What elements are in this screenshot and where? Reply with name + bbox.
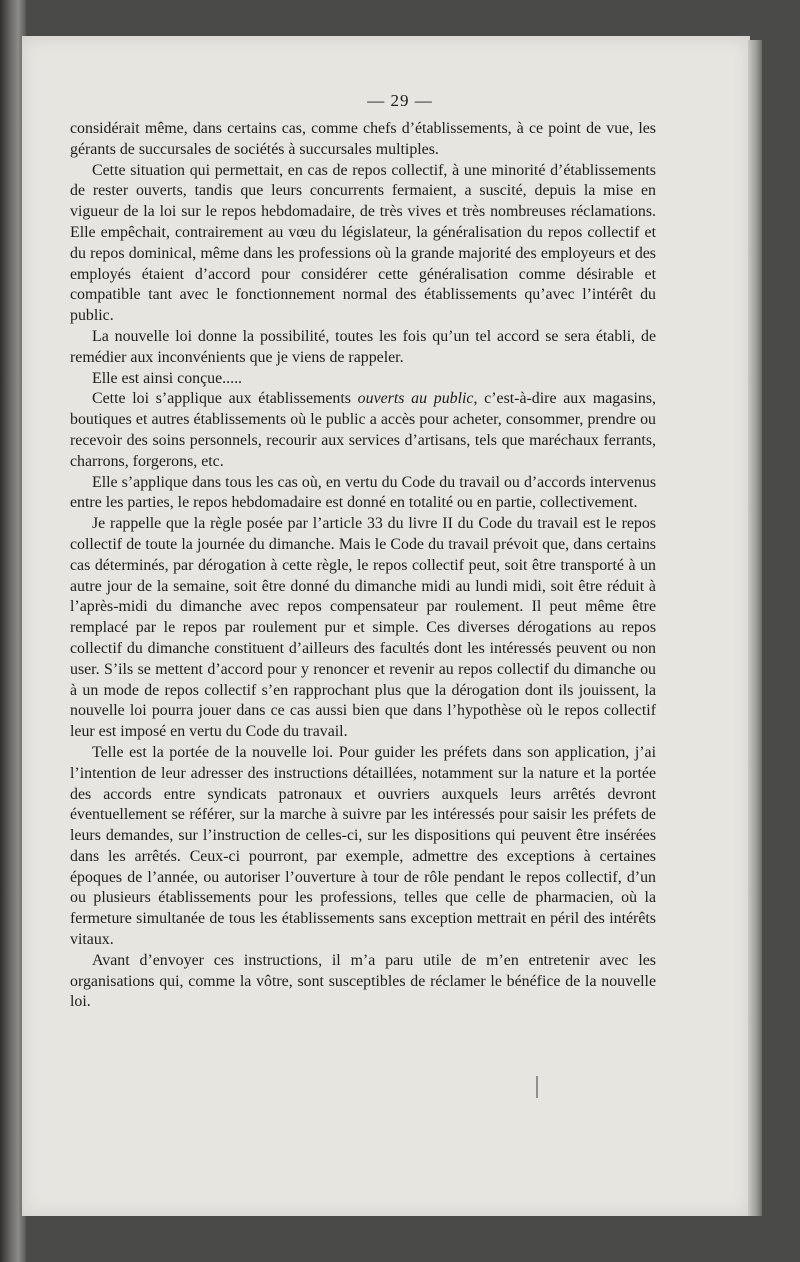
paragraph: considérait même, dans certains cas, comme chefs d’établissements, à ce point de vue, les gérants de succursales de sociétés à succursales multiples.: [70, 120, 656, 158]
paragraph-text: Cette loi s’applique aux établissements: [92, 390, 358, 408]
paragraph: Telle est la portée de la nouvelle loi. Pour guider les préfets dans son application, j’ai l’intention de leur adresser des instructions détaillées, notamment sur la nature et la portée des accords entre syndicats patronaux et ouvriers auxquels leurs arrêtés devront éventuellement se référer, sur la marche à suivre par les intéressés pour saisir les préfets de leurs demandes, sur l’instruction de celles-ci, sur les dispositions qui peuvent être insérées dans les arrêtés. Ceux-ci pourront, par exemple, admettre des exceptions à certaines époques de l’année, ou autoriser l’ouverture à tour de rôle pendant le repos collectif, d’un ou plusieurs établissements pour les professions, telles que celle de pharmacien, où la fermeture simultanée de tous les établissements sans exception mettrait en péril des intérêts vitaux.: [70, 743, 656, 949]
paragraph: Elle s’applique dans tous les cas où, en vertu du Code du travail ou d’accords intervenus entre les parties, le repos hebdomadaire est donné en totalité ou en partie, collectivement.: [70, 473, 656, 512]
paragraph: Avant d’envoyer ces instructions, il m’a paru utile de m’en entretenir avec les organisations qui, comme la vôtre, sont susceptibles de réclamer le bénéfice de la nouvelle loi.: [70, 951, 656, 1011]
paragraph: Cette situation qui permettait, en cas de repos collectif, à une minorité d’établissements de rester ouverts, tandis que leurs concurrents fermaient, a suscité, depuis la mise en vigueur de la loi sur le repos hebdomadaire, de très vives et très nombreuses réclamations. Elle empêchait, contrairement au vœu du législateur, la généralisation du repos collectif et du repos dominical, même dans les professions où la grande majorité des employeurs et des employés étaient d’accord pour considérer cette généralisation comme désirable et compatible tant avec le fonctionnement normal des établissements qu’avec l’intérêt du public.: [70, 161, 656, 325]
paragraph: La nouvelle loi donne la possibilité, toutes les fois qu’un tel accord se sera établi, de remédier aux inconvénients que je viens de rappeler.: [70, 327, 656, 366]
paragraph: Je rappelle que la règle posée par l’article 33 du livre II du Code du travail est le repos collectif de toute la journée du dimanche. Mais le Code du travail prévoit que, dans certains cas déterminés, par dérogation à cette règle, le repos collectif peut, soit être transporté à un autre jour de la semaine, soit être donné du dimanche midi au lundi midi, soit être réduit à l’après-midi du dimanche avec repos compensateur par roulement. Il peut même être remplacé par le repos par roulement pur et simple. Ces diverses dérogations au repos collectif du dimanche constituent d’ailleurs des facultés dont les intéressés peuvent ou non user. S’ils se mettent d’accord pour y renoncer et revenir au repos collectif du dimanche ou à un mode de repos collectif s’en rapprochant plus que la dérogation dont ils jouissent, la nouvelle loi pourra jouer dans ce cas aussi bien que dans l’hypothèse où le repos collectif leur est imposé en vertu du Code du travail.: [70, 515, 656, 741]
pencil-mark: [536, 1076, 538, 1098]
page-number: — 29 —: [367, 91, 433, 110]
paragraph: Elle est ainsi conçue.....: [92, 369, 243, 387]
body-text: [70, 119, 656, 1013]
paragraph-text: , c’est-à-dire aux magasins, boutiques et autres établissements où le public a accès pour acheter, consommer, prendre ou recevoir des soins personnels, recourir aux services d’artisans, tels que maréchaux ferrants, charrons, forgerons, etc.: [70, 390, 656, 470]
italic-phrase: ouverts au public: [357, 390, 474, 408]
page-edge: [748, 40, 762, 1216]
paragraph: [70, 389, 656, 472]
